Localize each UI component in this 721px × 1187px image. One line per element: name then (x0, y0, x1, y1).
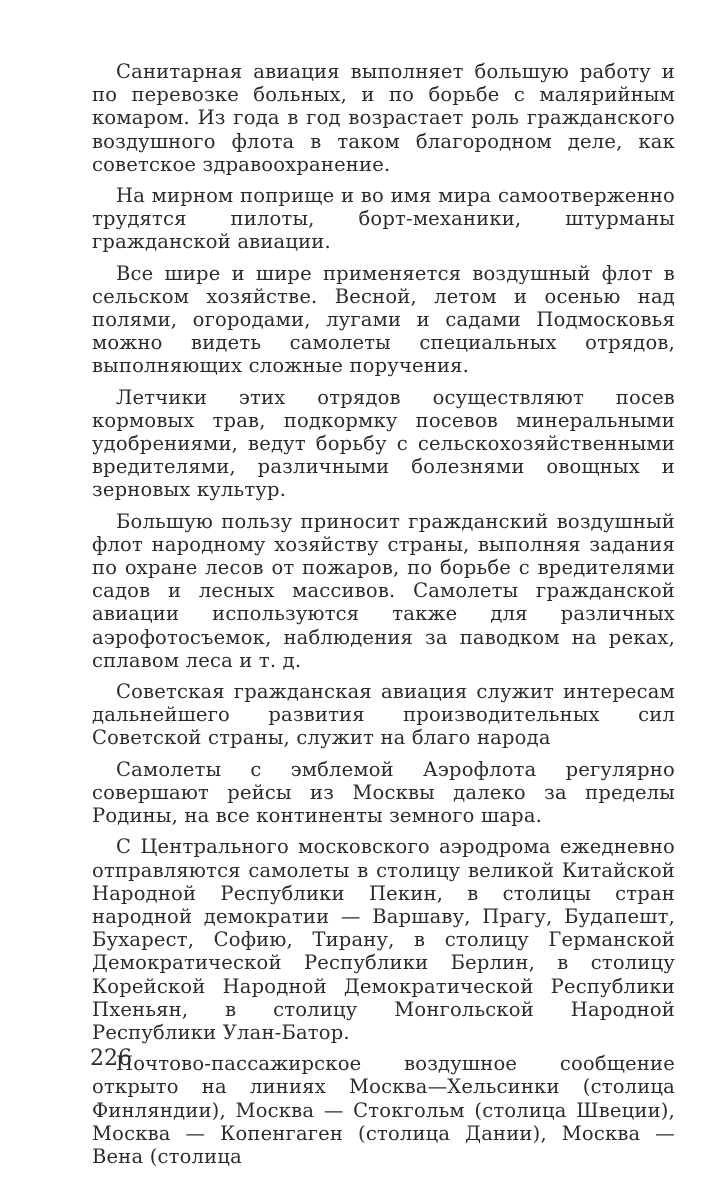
paragraph-3: Все шире и шире применяется воздушный флот в сельском хозяйстве. Весной, летом и осенью над полями, огородами, лугами и садами Подмосковья можно видеть самолеты специальных отрядов, выполняющих сложные поручения. (92, 261, 675, 378)
page-number: 226 (90, 1046, 132, 1071)
paragraph-4: Летчики этих отрядов осуществляют посев кормовых трав, подкормку посевов минеральными удобрениями, ведут борьбу с сельскохозяйственными вредителями, различными болезнями овощных и зерновых культур. (92, 385, 675, 502)
paragraph-1: Санитарная авиация выполняет большую работу и по перевозке больных, и по борьбе с малярийным комаром. Из года в год возрастает роль гражданского воздушного флота в таком благородном деле, как советское здравоохранение. (92, 60, 675, 176)
paragraph-2: На мирном поприще и во имя мира самоотверженно трудятся пилоты, борт-механики, штурманы гражданской авиации. (92, 184, 675, 254)
paragraph-9: Почтово-пассажирское воздушное сообщение открыто на линиях Москва—Хельсинки (столица Финляндии), Москва — Стокгольм (столица Швеции), Москва — Копенгаген (столица Дании), Москва — Вена (столица (92, 1052, 675, 1168)
page-body (92, 60, 675, 1176)
paragraph-8: С Центрального московского аэродрома ежедневно отправляются самолеты в столицу великой Китайской Народной Республики Пекин, в столицы стран народной демократии — Варшаву, Прагу, Будапешт, Бухарест, Софию, Тирану, в столицу Германской Демократической Республики Берлин, в столицу Корейской Народной Демократической Республики Пхеньян, в столицу Монгольской Народной Республики Улан-Батор. (92, 835, 675, 1044)
paragraph-6: Советская гражданская авиация служит интересам дальнейшего развития производительных сил Советской страны, служит на благо народа (92, 680, 675, 750)
paragraph-5: Большую пользу приносит гражданский воздушный флот народному хозяйству страны, выполняя задания по охране лесов от пожаров, по борьбе с вредителями садов и лесных массивов. Самолеты гражданской авиации используются также для различных аэрофотосъемок, наблюдения за паводком на реках, сплавом леса и т. д. (92, 509, 675, 672)
paragraph-7: Самолеты с эмблемой Аэрофлота регулярно совершают рейсы из Москвы далеко за пределы Родины, на все континенты земного шара. (92, 757, 675, 828)
